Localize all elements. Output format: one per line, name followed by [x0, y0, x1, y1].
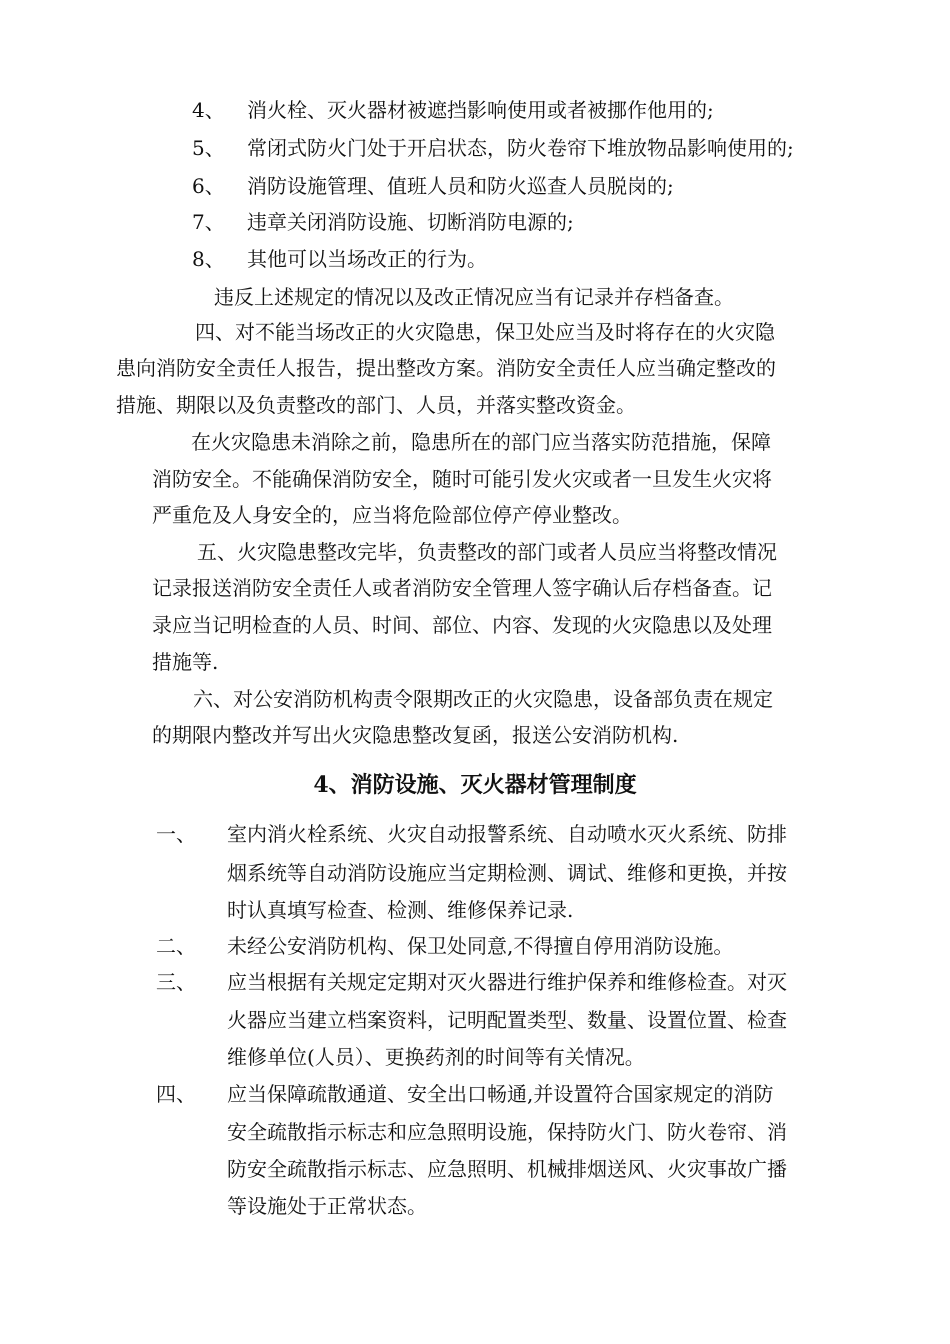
- paragraph-5-line: 记录报送消防安全责任人或者消防安全管理人签字确认后存档备查。记: [152, 576, 772, 600]
- section-heading: 4、消防设施、灭火器材管理制度: [313, 772, 637, 798]
- list-item-number: 8、: [192, 247, 225, 271]
- list-item-text: 常闭式防火门处于开启状态，防火卷帘下堆放物品影响使用的;: [247, 136, 794, 160]
- list-item-text: 维修单位(人员）、更换药剂的时间等有关情况。: [227, 1045, 645, 1069]
- list-item-text: 室内消火栓系统、火灾自动报警系统、自动喷水灭火系统、防排: [227, 822, 787, 846]
- list-item-number: 6、: [192, 174, 225, 198]
- paragraph-4b-line: 消防安全。不能确保消防安全，随时可能引发火灾或者一旦发生火灾将: [152, 467, 772, 491]
- paragraph-6-line: 的期限内整改并写出火灾隐患整改复函，报送公安消防机构.: [152, 723, 679, 747]
- paragraph-6-line: 六、对公安消防机构责令限期改正的火灾隐患，设备部负责在规定: [193, 687, 773, 711]
- list-item-text: 烟系统等自动消防设施应当定期检测、调试、维修和更换，并按: [227, 861, 787, 885]
- list-item-text: 其他可以当场改正的行为。: [247, 247, 487, 271]
- paragraph-4-line: 措施、期限以及负责整改的部门、人员，并落实整改资金。: [116, 393, 636, 417]
- list-item-text: 时认真填写检查、检测、维修保养记录.: [227, 898, 574, 922]
- paragraph-5-line: 录应当记明检查的人员、时间、部位、内容、发现的火灾隐患以及处理: [152, 613, 772, 637]
- list-item-number: 三、: [156, 970, 196, 994]
- list-item-number: 4、: [192, 98, 225, 122]
- paragraph-5-line: 五、火灾隐患整改完毕，负责整改的部门或者人员应当将整改情况: [197, 540, 777, 564]
- list-item-text: 应当根据有关规定定期对灭火器进行维护保养和维修检查。对灭: [227, 970, 787, 994]
- list-item-number: 四、: [156, 1082, 196, 1106]
- list-item-text: 违章关闭消防设施、切断消防电源的;: [247, 210, 574, 234]
- list-item-text: 消火栓、灭火器材被遮挡影响使用或者被挪作他用的;: [247, 98, 714, 122]
- list-item-text: 防安全疏散指示标志、应急照明、机械排烟送风、火灾事故广播: [227, 1157, 787, 1181]
- list-item-number: 5、: [192, 136, 225, 160]
- list-item-number: 二、: [156, 934, 196, 958]
- list-item-text: 等设施处于正常状态。: [227, 1194, 427, 1218]
- list-item-text: 消防设施管理、值班人员和防火巡查人员脱岗的;: [247, 174, 674, 198]
- list-item-text: 安全疏散指示标志和应急照明设施，保持防火门、防火卷帘、消: [227, 1120, 787, 1144]
- paragraph-4-line: 四、对不能当场改正的火灾隐患，保卫处应当及时将存在的火灾隐: [195, 320, 775, 344]
- list-item-text: 应当保障疏散通道、安全出口畅通,并设置符合国家规定的消防: [227, 1082, 774, 1106]
- list-item-number: 一、: [156, 822, 196, 846]
- paragraph-5-line: 措施等.: [152, 650, 219, 674]
- list-item-number: 7、: [192, 210, 225, 234]
- list-item-text: 未经公安消防机构、保卫处同意,不得擅自停用消防设施。: [227, 934, 734, 958]
- list-item-text: 火器应当建立档案资料，记明配置类型、数量、设置位置、检查: [227, 1008, 787, 1032]
- paragraph-4-line: 患向消防安全责任人报告，提出整改方案。消防安全责任人应当确定整改的: [116, 356, 776, 380]
- record-note: 违反上述规定的情况以及改正情况应当有记录并存档备查。: [214, 285, 734, 309]
- paragraph-4b-line: 严重危及人身安全的，应当将危险部位停产停业整改。: [152, 503, 632, 527]
- paragraph-4b-line: 在火灾隐患未消除之前，隐患所在的部门应当落实防范措施，保障: [191, 430, 771, 454]
